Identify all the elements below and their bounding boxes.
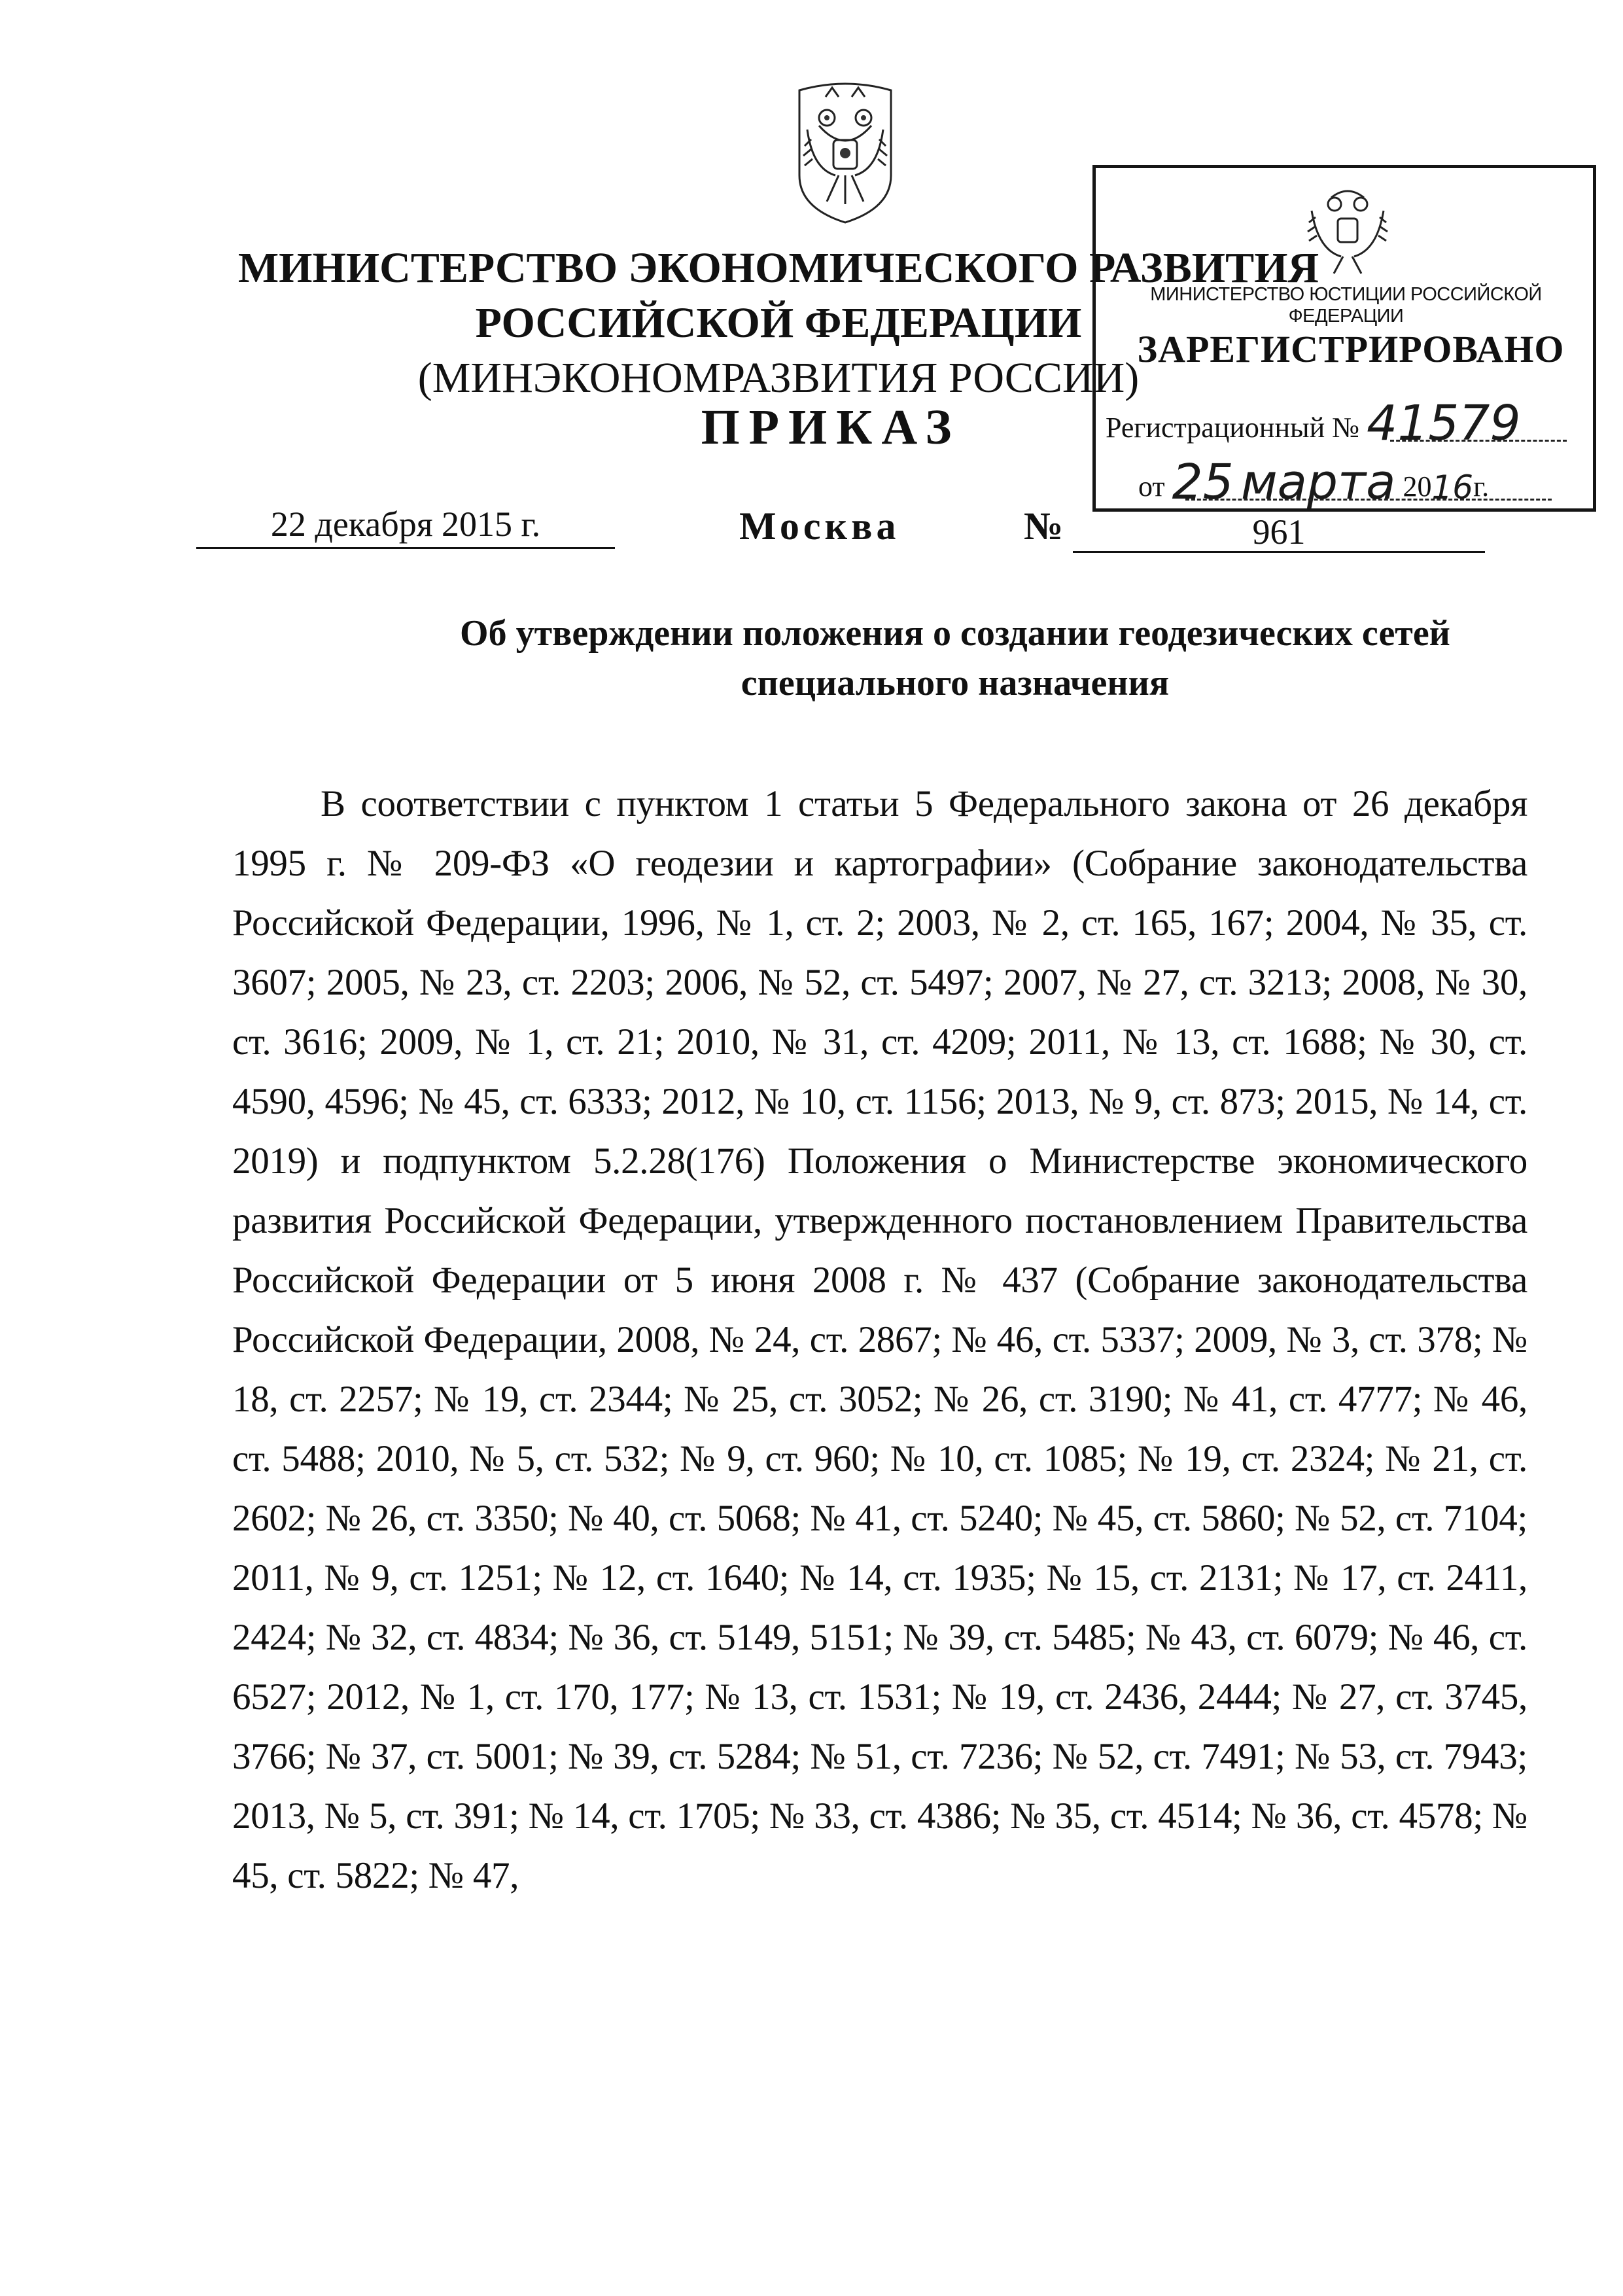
coat-of-arms-icon (773, 77, 917, 226)
stamp-date-prefix: от (1138, 470, 1165, 503)
stamp-reg-underline (1390, 440, 1567, 442)
document-title-line2: специального назначения (741, 663, 1170, 703)
document-type: ПРИКАЗ (701, 400, 961, 455)
stamp-date-suffix: г. (1473, 470, 1490, 503)
stamp-date-day-handwritten: 25 (1172, 454, 1234, 510)
stamp-date-year-prefix: 20 (1403, 470, 1432, 503)
order-city: Москва (739, 504, 900, 548)
stamp-reg-label: Регистрационный № (1106, 412, 1360, 444)
order-number: 961 (1073, 513, 1485, 553)
stamp-organization: МИНИСТЕРСТВО ЮСТИЦИИ РОССИЙСКОЙ ФЕДЕРАЦИИ (1150, 284, 1542, 327)
order-date: 22 декабря 2015 г. (196, 504, 615, 549)
stamp-coat-of-arms-icon (1292, 178, 1403, 276)
ministry-short-name: (МИНЭКОНОМРАЗВИТИЯ РОССИИ) (417, 354, 1140, 402)
document-title-line1: Об утверждении положения о создании геодезических сетей (460, 613, 1450, 654)
stamp-date-year-handwritten: 16 (1431, 468, 1474, 506)
document-title (379, 609, 1531, 708)
body-paragraph: В соответствии с пунктом 1 статьи 5 Федерального закона от 26 декабря 1995 г. № 209-ФЗ «О геодезии и картографии» (Собрание законодательства Российской Федерации, 1996, № 1, ст. 2; 2003, № 2, ст. 165, 167; 2004, № 35, ст. 3607; 2005, № 23, ст. 2203; 2006, № 52, ст. 5497; 2007, № 27, ст. 3213; 2008, № 30, ст. 3616; 2009, № 1, ст. 21; 2010, № 31, ст. 4209; 2011, № 13, ст. 1688; № 30, ст. 4590, 4596; № 45, ст. 6333; 2012, № 10, ст. 1156; 2013, № 9, ст. 873; 2015, № 14, ст. 2019) и подпунктом 5.2.28(176) Положения о Министерстве экономического развития Российской Федерации, утвержденного постановлением Правительства Российской Федерации от 5 июня 2008 г. № 437 (Собрание законодательства Российской Федерации, 2008, № 24, ст. 2867; № 46, ст. 5337; 2009, № 3, ст. 378; № 18, ст. 2257; № 19, ст. 2344; № 25, ст. 3052; № 26, ст. 3190; № 41, ст. 4777; № 46, ст. 5488; 2010, № 5, ст. 532; № 9, ст. 960; № 10, ст. 1085; № 19, ст. 2324; № 21, ст. 2602; № 26, ст. 3350; № 40, ст. 5068; № 41, ст. 5240; № 45, ст. 5860; № 52, ст. 7104; 2011, № 9, ст. 1251; № 12, ст. 1640; № 14, ст. 1935; № 15, ст. 2131; № 17, ст. 2411, 2424; № 32, ст. 4834; № 36, ст. 5149, 5151; № 39, ст. 5485; № 43, ст. 6079; № 46, ст. 6527; 2012, № 1, ст. 170, 177; № 13, ст. 1531; № 19, ст. 2436, 2444; № 27, ст. 3745, 3766; № 37, ст. 5001; № 39, ст. 5284; № 51, ст. 7236; № 52, ст. 7491; № 53, ст. 7943; 2013, № 5, ст. 391; № 14, ст. 1705; № 33, ст. 4386; № 35, ст. 4514; № 36, ст. 4578; № 45, ст. 5822; № 47, (232, 783, 1527, 1896)
stamp-date-underline (1185, 499, 1552, 501)
stamp-title: ЗАРЕГИСТРИРОВАНО (1137, 328, 1565, 370)
date-city-number-line (196, 504, 1505, 563)
ministry-name-line2: РОССИЙСКОЙ ФЕДЕРАЦИИ (475, 299, 1082, 347)
number-sign: № (1024, 504, 1064, 548)
ministry-name-line1: МИНИСТЕРСТВО ЭКОНОМИЧЕСКОГО РАЗВИТИЯ (237, 244, 1319, 292)
stamp-reg-number-handwritten: 41579 (1367, 395, 1521, 451)
stamp-date-month-handwritten: марта (1240, 454, 1396, 510)
